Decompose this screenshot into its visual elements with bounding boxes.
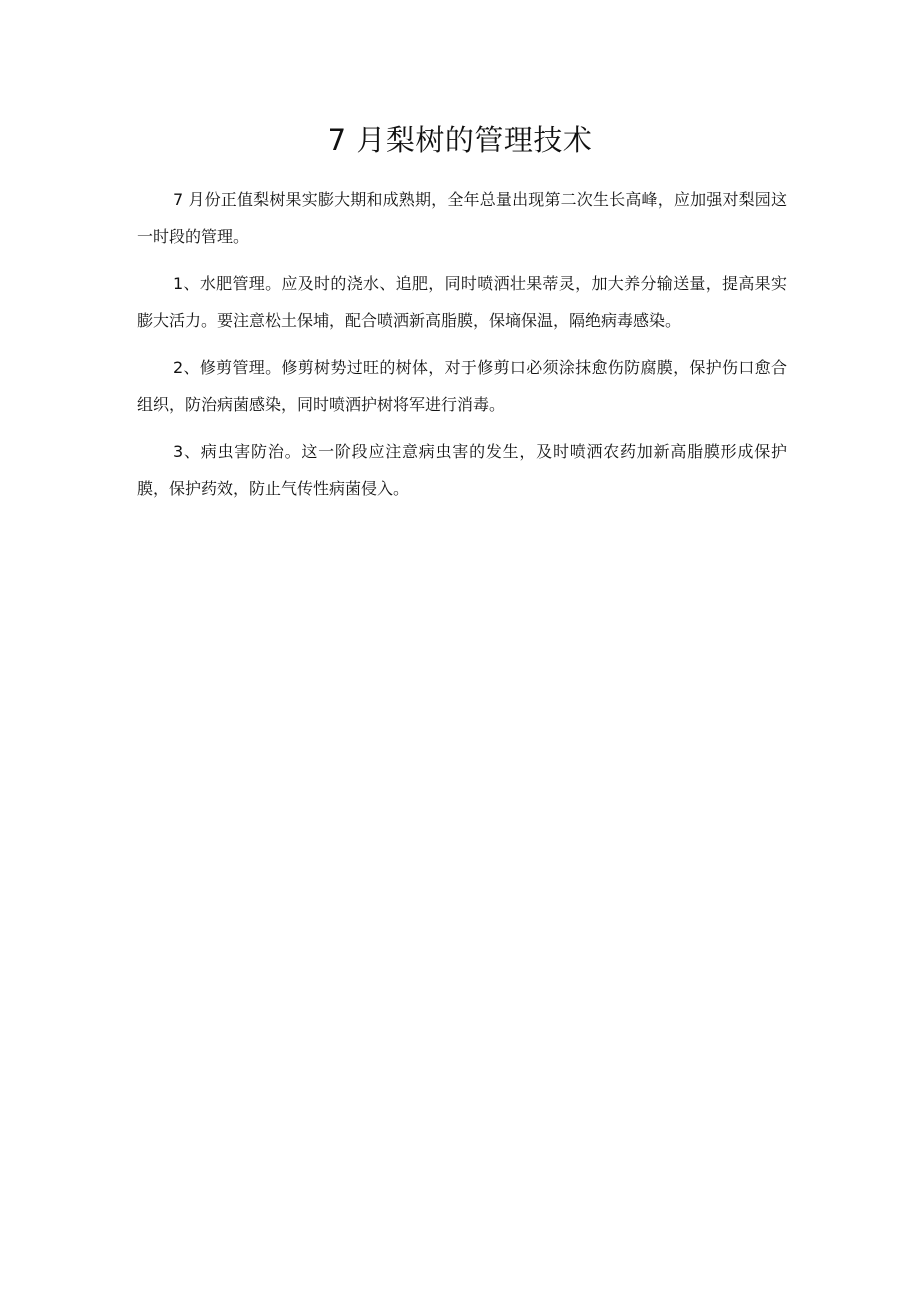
document-body (137, 181, 787, 517)
paragraph-pest-control: 3、病虫害防治。这一阶段应注意病虫害的发生，及时喷洒农药加新高脂膜形成保护膜，保护药效，防止气传性病菌侵入。 (137, 442, 787, 498)
document-title: 7 月梨树的管理技术 (327, 123, 593, 157)
paragraph-intro: 7 月份正值梨树果实膨大期和成熟期，全年总量出现第二次生长高峰，应加强对梨园这一时段的管理。 (137, 190, 787, 246)
paragraph-pruning: 2、修剪管理。修剪树势过旺的树体，对于修剪口必须涂抹愈伤防腐膜，保护伤口愈合组织，防治病菌感染，同时喷洒护树将军进行消毒。 (137, 358, 787, 414)
paragraph-water-fertilizer: 1、水肥管理。应及时的浇水、追肥，同时喷洒壮果蒂灵，加大养分输送量，提高果实膨大活力。要注意松土保埔，配合喷洒新高脂膜，保墒保温，隔绝病毒感染。 (137, 274, 787, 330)
